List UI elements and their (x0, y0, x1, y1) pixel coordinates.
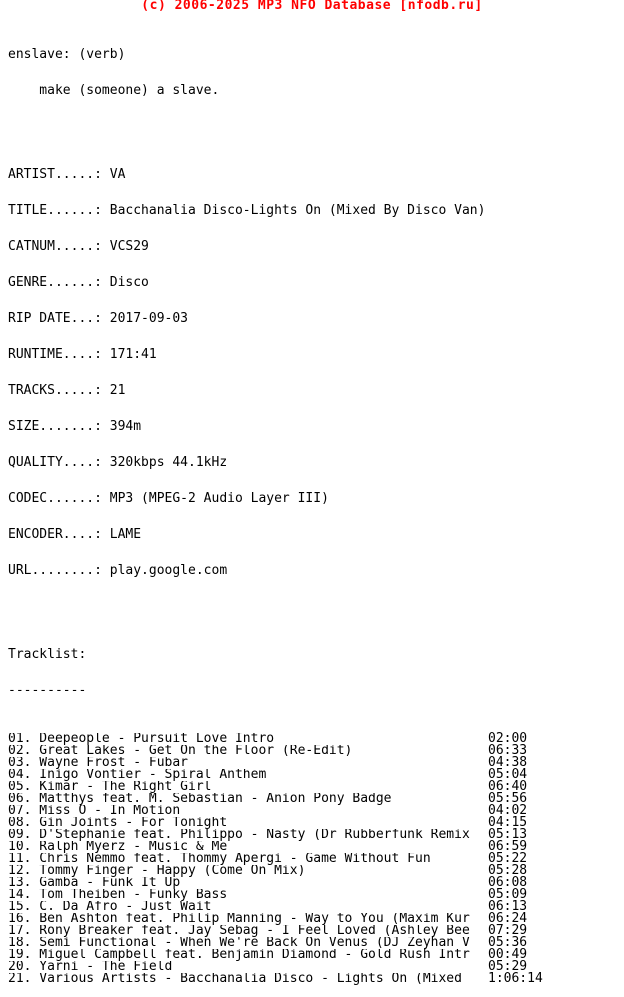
track-row (8, 877, 618, 889)
track-title: 17. Rony Breaker feat. Jay Sebag - I Feel Loved (Ashley Bee (8, 925, 470, 937)
track-row (8, 805, 618, 817)
track-duration: 05:56 (488, 791, 528, 806)
track-duration: 06:24 (488, 911, 528, 926)
track-title: 11. Chris Nemmo feat. Thommy Apergi - Game Without Fun (8, 853, 431, 865)
info-url: URL........: play.google.com (8, 563, 228, 578)
info-size: SIZE.......: 394m (8, 419, 142, 434)
track-duration: 05:04 (488, 767, 528, 782)
track-title: 06. Matthys feat. M. Sebastian - Anion Pony Badge (8, 793, 392, 805)
track-title: 02. Great Lakes - Get On the Floor (Re-Edit) (8, 745, 353, 757)
track-row (8, 865, 618, 877)
track-duration: 04:38 (488, 755, 528, 770)
track-title: 19. Miguel Campbell feat. Benjamin Diamond - Gold Rush Intr (8, 949, 470, 961)
track-row (8, 769, 618, 781)
site-banner: (c) 2006-2025 MP3 NFO Database [nfodb.ru] (141, 0, 483, 13)
track-title: 03. Wayne Frost - Fubar (8, 757, 189, 769)
info-tracks: TRACKS.....: 21 (8, 383, 126, 398)
track-row (8, 949, 618, 961)
track-title: 12. Tommy Finger - Happy (Come On Mix) (8, 865, 306, 877)
track-row (8, 937, 618, 949)
track-title: 21. Various Artists - Bacchanalia Disco - Lights On (Mixed (8, 973, 462, 985)
track-duration: 06:33 (488, 743, 528, 758)
track-title: 14. Tom Theiben - Funky Bass (8, 889, 228, 901)
track-duration: 05:09 (488, 887, 528, 902)
nfo-document (8, 25, 618, 997)
intro-line: make (someone) a slave. (8, 83, 220, 98)
track-row (8, 745, 618, 757)
track-duration: 05:28 (488, 863, 528, 878)
info-artist: ARTIST.....: VA (8, 167, 126, 182)
info-encoder: ENCODER....: LAME (8, 527, 142, 542)
track-duration: 05:29 (488, 959, 528, 974)
intro-line: enslave: (verb) (8, 47, 126, 62)
track-title: 10. Ralph Myerz - Music & Me (8, 841, 228, 853)
blank-line (8, 601, 618, 613)
info-genre: GENRE......: Disco (8, 275, 149, 290)
track-duration: 04:15 (488, 815, 528, 830)
track-row (8, 925, 618, 937)
track-duration: 04:02 (488, 803, 528, 818)
track-title: 04. Inigo Vontier - Spiral Anthem (8, 769, 267, 781)
track-row (8, 961, 618, 973)
tracklist-rule: ---------- (8, 683, 87, 698)
track-duration: 06:59 (488, 839, 528, 854)
track-title: 07. Miss O - In Motion (8, 805, 181, 817)
track-title: 09. D'Stephanie feat. Philippo - Nasty (Dr Rubberfunk Remix (8, 829, 470, 841)
track-duration: 05:22 (488, 851, 528, 866)
track-row (8, 829, 618, 841)
info-codec: CODEC......: MP3 (MPEG-2 Audio Layer III) (8, 491, 329, 506)
track-duration: 1:06:14 (488, 971, 543, 986)
track-row (8, 841, 618, 853)
track-row (8, 793, 618, 805)
tracklist-heading: Tracklist: (8, 647, 87, 662)
track-title: 01. Deepeople - Pursuit Love Intro (8, 733, 275, 745)
track-title: 16. Ben Ashton feat. Philip Manning - Way to You (Maxim Kur (8, 913, 470, 925)
track-row (8, 757, 618, 769)
info-quality: QUALITY....: 320kbps 44.1kHz (8, 455, 228, 470)
track-title: 15. C. Da Afro - Just Wait (8, 901, 212, 913)
track-row (8, 901, 618, 913)
track-duration: 07:29 (488, 923, 528, 938)
track-duration: 06:13 (488, 899, 528, 914)
track-title: 18. Semi Functional - When We're Back On Venus (DJ Zeyhan V (8, 937, 470, 949)
track-row (8, 973, 618, 985)
track-duration: 05:13 (488, 827, 528, 842)
track-title: 20. Yarni - The Field (8, 961, 173, 973)
info-catnum: CATNUM.....: VCS29 (8, 239, 149, 254)
info-runtime: RUNTIME....: 171:41 (8, 347, 157, 362)
track-row (8, 889, 618, 901)
track-duration: 02:00 (488, 731, 528, 746)
track-title: 08. Gin Joints - For Tonight (8, 817, 228, 829)
track-duration: 05:36 (488, 935, 528, 950)
track-row (8, 817, 618, 829)
info-title: TITLE......: Bacchanalia Disco-Lights On (Mixed By Disco Van) (8, 203, 486, 218)
track-duration: 06:08 (488, 875, 528, 890)
track-row (8, 853, 618, 865)
tracklist (8, 733, 618, 985)
track-row (8, 733, 618, 745)
info-rip-date: RIP DATE...: 2017-09-03 (8, 311, 189, 326)
track-row (8, 913, 618, 925)
blank-line (8, 121, 618, 133)
track-title: 05. Kimar - The Right Girl (8, 781, 212, 793)
track-duration: 06:40 (488, 779, 528, 794)
track-duration: 00:49 (488, 947, 528, 962)
track-title: 13. Gamba - Funk It Up (8, 877, 181, 889)
track-row (8, 781, 618, 793)
